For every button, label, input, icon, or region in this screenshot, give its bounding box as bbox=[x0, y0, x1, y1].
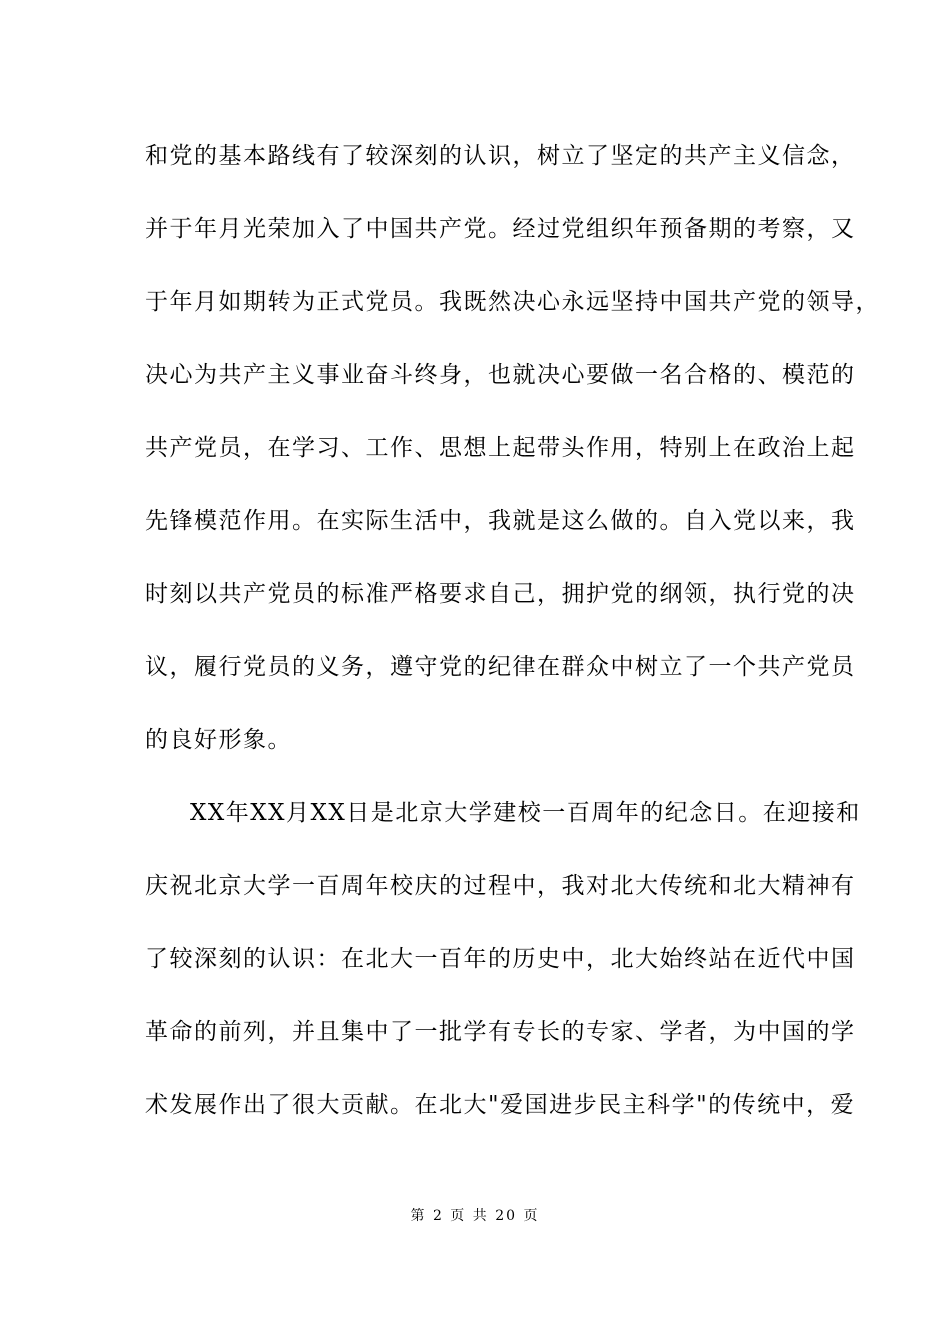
paragraph-2-line-2: 庆祝北京大学一百周年校庆的过程中，我对北大传统和北大精神有 bbox=[145, 873, 856, 899]
paragraph-1-line-2: 并于年月光荣加入了中国共产党。经过党组织年预备期的考察，又 bbox=[145, 216, 856, 242]
paragraph-1-line-3: 于年月如期转为正式党员。我既然决心永远坚持中国共产党的领导， bbox=[145, 289, 880, 315]
paragraph-2-line-4: 革命的前列，并且集中了一批学有专长的专家、学者，为中国的学 bbox=[145, 1019, 856, 1045]
paragraph-1-line-1: 和党的基本路线有了较深刻的认识，树立了坚定的共产主义信念， bbox=[145, 143, 856, 169]
paragraph-1-line-7: 时刻以共产党员的标准严格要求自己，拥护党的纲领，执行党的决 bbox=[145, 581, 856, 607]
paragraph-2-line-5: 术发展作出了很大贡献。在北大"爱国进步民主科学"的传统中，爱 bbox=[145, 1092, 856, 1118]
paragraph-2-line-3: 了较深刻的认识：在北大一百年的历史中，北大始终站在近代中国 bbox=[145, 946, 856, 972]
paragraph-1-line-6: 先锋模范作用。在实际生活中，我就是这么做的。自入党以来，我 bbox=[145, 508, 856, 534]
paragraph-2-line-1: XX年XX月XX日是北京大学建校一百周年的纪念日。在迎接和 bbox=[190, 800, 861, 826]
paragraph-1-line-8: 议，履行党员的义务，遵守党的纪律在群众中树立了一个共产党员 bbox=[145, 654, 856, 680]
paragraph-1-line-9: 的良好形象。 bbox=[145, 727, 292, 753]
paragraph-1-line-5: 共产党员，在学习、工作、思想上起带头作用，特别上在政治上起 bbox=[145, 435, 856, 461]
page-footer: 第 2 页 共 20 页 bbox=[410, 1208, 540, 1224]
paragraph-1-line-4: 决心为共产主义事业奋斗终身，也就决心要做一名合格的、模范的 bbox=[145, 362, 856, 388]
